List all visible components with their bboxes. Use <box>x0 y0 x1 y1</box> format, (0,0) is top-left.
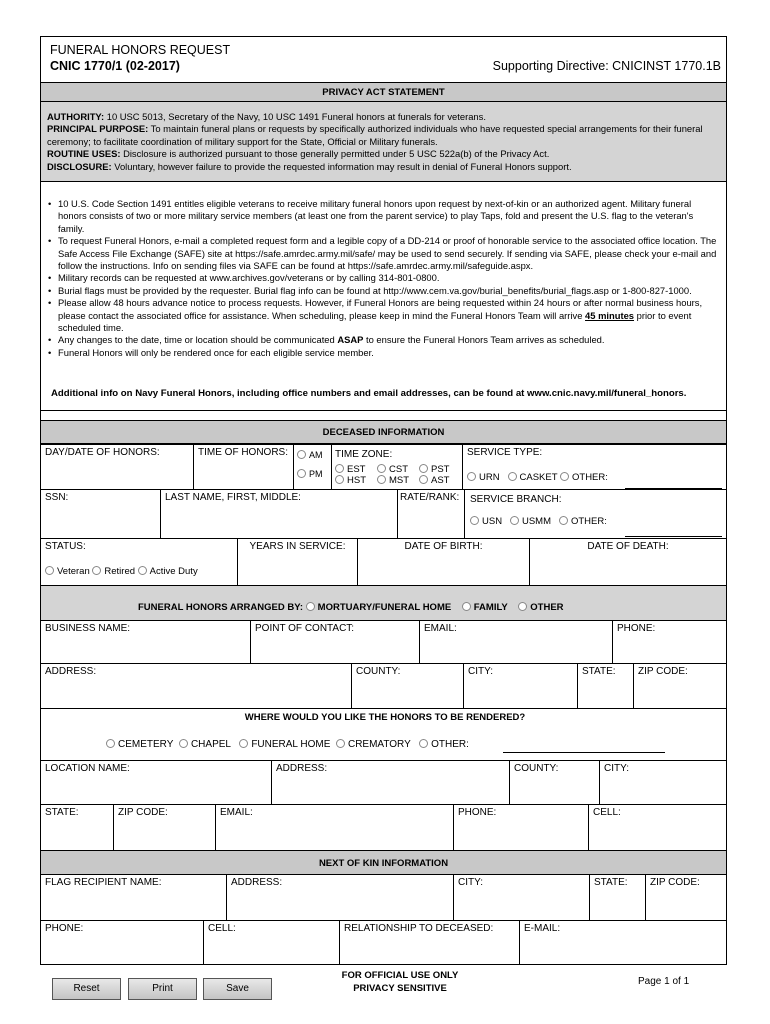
location-county-field[interactable]: COUNTY: <box>509 760 600 805</box>
divider <box>40 410 727 411</box>
deceased-title: DECEASED INFORMATION <box>40 420 727 444</box>
nok-phone-field[interactable]: PHONE: <box>40 920 204 965</box>
privacy-text <box>47 111 721 173</box>
nok-title: NEXT OF KIN INFORMATION <box>40 850 727 875</box>
radio-mst[interactable]: MST <box>377 475 419 486</box>
date-of-honors-field[interactable]: DAY/DATE OF HONORS: <box>40 444 194 490</box>
radio-ast[interactable]: AST <box>419 475 461 486</box>
radio-chapel[interactable]: CHAPEL <box>179 739 231 750</box>
business-email-field[interactable]: EMAIL: <box>419 620 613 664</box>
reset-button[interactable]: Reset <box>52 978 121 1000</box>
list-item: • Funeral Honors will only be rendered once for each eligible service member. <box>46 347 722 359</box>
location-address-field[interactable]: ADDRESS: <box>271 760 510 805</box>
location-zip-field[interactable]: ZIP CODE: <box>113 804 216 851</box>
date-of-death-field[interactable]: DATE OF DEATH: <box>529 538 727 586</box>
date-of-birth-field[interactable]: DATE OF BIRTH: <box>357 538 530 586</box>
location-other-input[interactable] <box>503 752 665 753</box>
radio-usmm[interactable]: USMM <box>510 516 551 527</box>
authority-label: AUTHORITY: <box>47 111 105 122</box>
business-zip-field[interactable]: ZIP CODE: <box>633 663 727 709</box>
disclosure-text: Voluntary, however failure to provide the requested information may result in denial of Funeral Honors support. <box>114 160 572 172</box>
instructions-list <box>46 198 722 359</box>
supporting-directive: Supporting Directive: CNICINST 1770.1B <box>492 59 721 73</box>
authority-text: 10 USC 5013, Secretary of the Navy, 10 USC 1491 Funeral honors at funerals for veterans. <box>106 111 486 122</box>
time-of-honors-field[interactable]: TIME OF HONORS: <box>193 444 294 490</box>
radio-funeral-home[interactable]: FUNERAL HOME <box>239 739 330 750</box>
list-item: • 10 U.S. Code Section 1491 entitles eligible veterans to receive military funeral honors upon request by next-of-kin or an authorized agent. Military funeral honors consists of two or more military service members (at least one from the parent service) to play Taps, fold and present the U.S. flag to the veteran's family. <box>46 198 722 235</box>
radio-mortuary[interactable]: MORTUARY/FUNERAL HOME <box>306 602 452 613</box>
radio-pst[interactable]: PST <box>419 464 461 475</box>
privacy-sensitive-label: PRIVACY SENSITIVE <box>353 983 447 994</box>
radio-casket[interactable]: CASKET <box>508 472 558 483</box>
radio-crematory[interactable]: CREMATORY <box>336 739 411 750</box>
radio-retired[interactable]: Retired <box>92 566 135 577</box>
flag-recipient-field[interactable]: FLAG RECIPIENT NAME: <box>40 874 227 921</box>
save-button[interactable]: Save <box>203 978 272 1000</box>
routine-label: ROUTINE USES: <box>47 148 121 160</box>
additional-info: Additional info on Navy Funeral Honors, including office numbers and email addresses, can be found at www.cnic.navy.mil/funeral_honors. <box>51 388 687 399</box>
nok-state-field[interactable]: STATE: <box>589 874 646 921</box>
official-use-label: FOR OFFICIAL USE ONLY <box>341 970 459 981</box>
radio-other-service-type[interactable]: OTHER: <box>560 472 608 483</box>
radio-veteran[interactable]: Veteran <box>45 566 90 577</box>
nok-city-field[interactable]: CITY: <box>453 874 590 921</box>
radio-family[interactable]: FAMILY <box>462 602 508 613</box>
name-field[interactable]: LAST NAME, FIRST, MIDDLE: <box>160 489 398 539</box>
location-name-field[interactable]: LOCATION NAME: <box>40 760 272 805</box>
list-item: • To request Funeral Honors, e-mail a completed request form and a legible copy of a DD-214 or proof of honorable service to the associated office location. The Safe Access File Exchange (SAFE) site at https://safe.amrdec.army.mil/safe/ may be used to send securely. If sending via SAFE, please check your e-mail and follow the instructions. Info on sending files via SAFE can be found at https://safe.amrdec.army.mil/safeguide.aspx. <box>46 235 722 272</box>
business-name-field[interactable]: BUSINESS NAME: <box>40 620 251 664</box>
radio-usn[interactable]: USN <box>470 516 502 527</box>
purpose-text: To maintain funeral plans or requests by specifically authorized individuals who have requested special arrangements for their funeral ceremony; to facilitate coordination of military support for the State, Official or Military funerals. <box>47 123 703 147</box>
business-phone-field[interactable]: PHONE: <box>612 620 727 664</box>
location-question: WHERE WOULD YOU LIKE THE HONORS TO BE RENDERED? <box>244 712 526 723</box>
arranged-by-group: FUNERAL HONORS ARRANGED BY: MORTUARY/FUNERAL HOME FAMILY OTHER <box>40 585 727 621</box>
radio-cemetery[interactable]: CEMETERY <box>106 739 173 750</box>
list-item: • Military records can be requested at www.archives.gov/veterans or by calling 314-801-0800. <box>46 272 722 284</box>
relationship-field[interactable]: RELATIONSHIP TO DECEASED: <box>339 920 520 965</box>
list-item: • Any changes to the date, time or location should be communicated ASAP to ensure the Funeral Honors Team arrives as scheduled. <box>46 334 722 346</box>
nok-zip-field[interactable]: ZIP CODE: <box>645 874 727 921</box>
radio-cst[interactable]: CST <box>377 464 419 475</box>
point-of-contact-field[interactable]: POINT OF CONTACT: <box>250 620 420 664</box>
rate-rank-field[interactable]: RATE/RANK: <box>397 489 465 539</box>
location-state-field[interactable]: STATE: <box>40 804 114 851</box>
radio-hst[interactable]: HST <box>335 475 377 486</box>
form-title: FUNERAL HONORS REQUEST <box>50 43 231 57</box>
radio-urn[interactable]: URN <box>467 472 500 483</box>
radio-other-branch[interactable]: OTHER: <box>559 516 607 527</box>
business-state-field[interactable]: STATE: <box>577 663 634 709</box>
business-county-field[interactable]: COUNTY: <box>351 663 464 709</box>
nok-cell-field[interactable]: CELL: <box>203 920 340 965</box>
business-city-field[interactable]: CITY: <box>463 663 578 709</box>
privacy-title: PRIVACY ACT STATEMENT <box>40 82 727 102</box>
nok-address-field[interactable]: ADDRESS: <box>226 874 454 921</box>
location-email-field[interactable]: EMAIL: <box>215 804 454 851</box>
service-branch-group: SERVICE BRANCH: USN USMM OTHER: <box>464 489 727 539</box>
status-group: STATUS: Veteran Retired Active Duty <box>40 538 238 586</box>
radio-am[interactable]: AM <box>297 450 328 460</box>
disclosure-label: DISCLOSURE: <box>47 160 112 172</box>
purpose-label: PRINCIPAL PURPOSE: <box>47 123 149 135</box>
radio-other-location[interactable]: OTHER: <box>419 739 469 750</box>
print-button[interactable]: Print <box>128 978 197 1000</box>
list-item: • Burial flags must be provided by the requester. Burial flag info can be found at http://www.cem.va.gov/burial_benefits/burial_flags.asp or 1-800-827-1000. <box>46 285 722 297</box>
radio-other-arranged[interactable]: OTHER <box>518 602 563 613</box>
nok-email-field[interactable]: E-MAIL: <box>519 920 727 965</box>
business-address-field[interactable]: ADDRESS: <box>40 663 352 709</box>
routine-text: Disclosure is authorized pursuant to those generally permitted under 5 USC 522a(b) of the Privacy Act. <box>123 148 550 160</box>
am-pm-group <box>293 444 332 490</box>
radio-active-duty[interactable]: Active Duty <box>138 566 198 577</box>
location-type-group <box>106 739 469 750</box>
location-city-field[interactable]: CITY: <box>599 760 727 805</box>
location-phone-field[interactable]: PHONE: <box>453 804 589 851</box>
page-number: Page 1 of 1 <box>638 976 690 987</box>
time-zone-group: TIME ZONE: EST CST PST HST MST AST <box>331 444 463 490</box>
radio-est[interactable]: EST <box>335 464 377 475</box>
form-number: CNIC 1770/1 (02-2017) <box>50 59 180 73</box>
service-type-group: SERVICE TYPE: URN CASKET OTHER: <box>462 444 727 490</box>
location-cell-field[interactable]: CELL: <box>588 804 727 851</box>
ssn-field[interactable]: SSN: <box>40 489 161 539</box>
years-in-service-field[interactable]: YEARS IN SERVICE: <box>237 538 358 586</box>
list-item: • Please allow 48 hours advance notice to process requests. However, if Funeral Honors are being requested within 24 hours or after normal business hours, please contact the associated office for assistance. When scheduling, please keep in mind the Funeral Honors Team will arrive 45 minutes prior to event scheduled time. <box>46 297 722 334</box>
radio-pm[interactable]: PM <box>297 469 328 479</box>
branch-other-input[interactable] <box>625 536 722 537</box>
